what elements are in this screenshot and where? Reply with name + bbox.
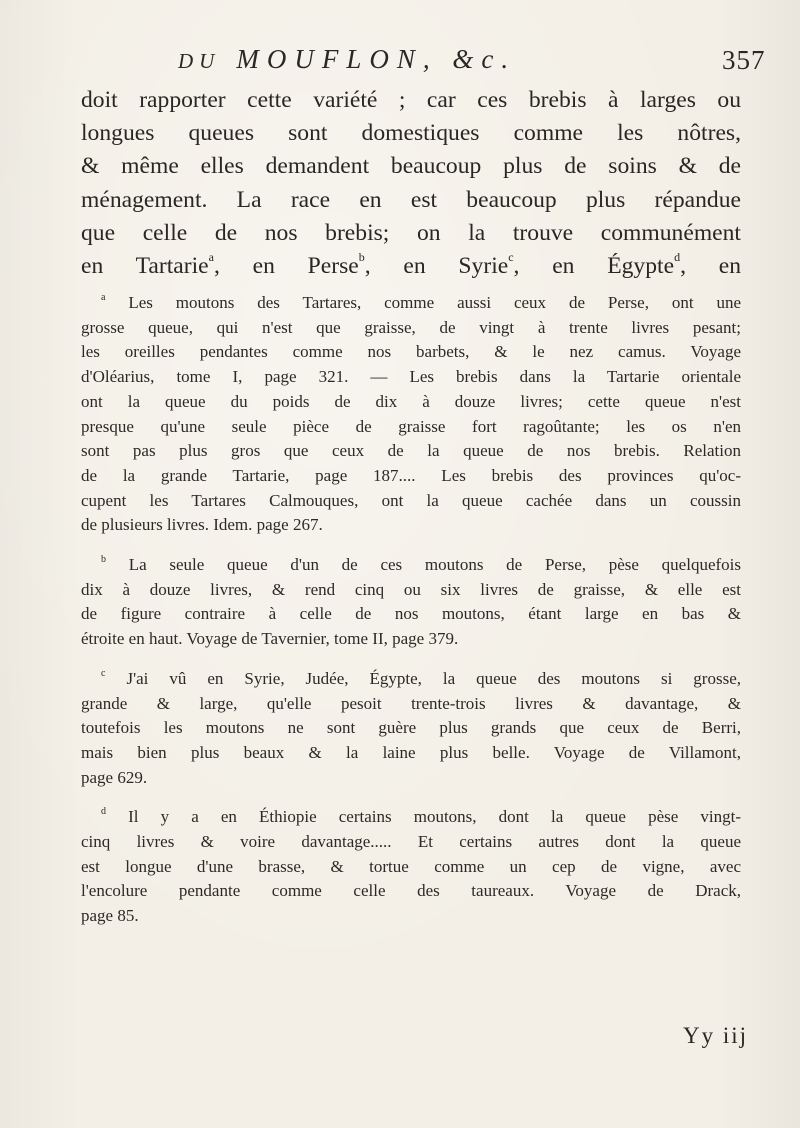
- footnote-line: l'encolure pendante comme celle des taureaux. Voyage de Drack,: [81, 881, 741, 901]
- footnote-line: dix à douze livres, & rend cinq ou six livres de graisse, & elle est: [81, 579, 741, 599]
- footnote-line: grande & large, qu'elle pesoit trente-trois livres & davantage, &: [81, 693, 741, 713]
- footnote-line: [81, 553, 741, 578]
- body-line: ménagement. La race en est beaucoup plus répandue: [81, 186, 741, 213]
- footnote-line: est longue d'une brasse, & tortue comme un cep de vigne, avec: [81, 856, 741, 876]
- footnote-line: cinq livres & voire davantage..... Et certains autres dont la queue: [81, 832, 741, 852]
- footnote-text: J'ai vû en Syrie, Judée, Égypte, la queue des moutons si grosse,: [126, 668, 741, 688]
- footnote-line: [81, 667, 741, 692]
- body-line: que celle de nos brebis; on la trouve communément: [81, 219, 741, 246]
- signature-mark: Yy iij: [683, 1023, 749, 1048]
- body-line: longues queues sont domestiques comme les nôtres,: [81, 120, 741, 147]
- body-seg: , en: [680, 253, 741, 280]
- footnote-line: page 629.: [81, 767, 148, 787]
- footnote-line: de plusieurs livres. Idem. page 267.: [81, 515, 323, 535]
- footnote-ref-b[interactable]: b: [358, 250, 365, 265]
- footnote-ref-c[interactable]: c: [508, 250, 514, 265]
- footnote-line: d'Oléarius, tome I, page 321. — Les brebis dans la Tartarie orientale: [81, 367, 741, 387]
- footnote-c: [81, 667, 741, 791]
- footnote-line: grosse queue, qui n'est que graisse, de vingt à trente livres pesant;: [81, 317, 741, 337]
- body-seg: , en Égypte: [513, 253, 675, 280]
- running-head-du: DU: [178, 49, 221, 73]
- body-line-with-refs: [81, 250, 741, 283]
- body-seg: , en Syrie: [364, 253, 509, 280]
- footnote-line: ont la queue du poids de dix à douze livres; cette queue n'est: [81, 391, 741, 411]
- footnote-line: cupent les Tartares Calmouques, ont la queue cachée dans un coussin: [81, 490, 741, 510]
- footnote-marker: c: [101, 667, 106, 679]
- footnotes: [81, 291, 741, 944]
- footnote-text: Les moutons des Tartares, comme aussi ceux de Perse, ont une: [128, 293, 742, 312]
- footnote-line: [81, 291, 741, 316]
- footnote-line: les oreilles pendantes comme nos barbets, & le nez camus. Voyage: [81, 342, 741, 362]
- footnote-line: de la grande Tartarie, page 187.... Les brebis des provinces qu'oc-: [81, 465, 741, 485]
- footnote-text: Il y a en Éthiopie certains moutons, dont la queue pèse vingt-: [128, 807, 741, 827]
- footnote-d: [81, 805, 741, 929]
- body-line: doit rapporter cette variété ; car ces brebis à larges ou: [81, 87, 741, 113]
- body-seg: en Tartarie: [81, 253, 209, 280]
- footnote-marker: a: [101, 292, 106, 303]
- footnote-line: sont pas plus gros que ceux de la queue de nos brebis. Relation: [81, 441, 741, 461]
- body-seg: , en Perse: [213, 253, 359, 280]
- body-paragraph: [81, 84, 741, 283]
- footnote-line: de figure contraire à celle de nos moutons, étant large en bas &: [81, 604, 741, 624]
- footnote-ref-d[interactable]: d: [674, 250, 681, 265]
- footnote-ref-a[interactable]: a: [208, 250, 214, 265]
- running-head: [178, 44, 516, 75]
- footnote-marker: b: [101, 554, 106, 566]
- footnote-a: [81, 291, 741, 538]
- footnote-text: La seule queue d'un de ces moutons de Perse, pèse quelquefois: [128, 555, 742, 575]
- body-line: & même elles demandent beaucoup plus de soins & de: [81, 153, 741, 180]
- footnote-line: étroite en haut. Voyage de Tavernier, tome II, page 379.: [81, 629, 459, 649]
- footnote-b: [81, 553, 741, 652]
- page-number: 357: [722, 45, 766, 75]
- footnote-line: mais bien plus beaux & la laine plus belle. Voyage de Villamont,: [81, 742, 741, 762]
- footnote-marker: d: [101, 806, 106, 818]
- footnote-line: page 85.: [81, 906, 139, 926]
- running-head-title: MOUFLON, &c.: [236, 44, 517, 74]
- footnote-line: presque qu'une seule pièce de graisse fort ragoûtante; les os n'en: [81, 416, 741, 436]
- footnote-line: toutefois les moutons ne sont guère plus grands que ceux de Berri,: [81, 718, 741, 738]
- footnote-line: [81, 805, 741, 830]
